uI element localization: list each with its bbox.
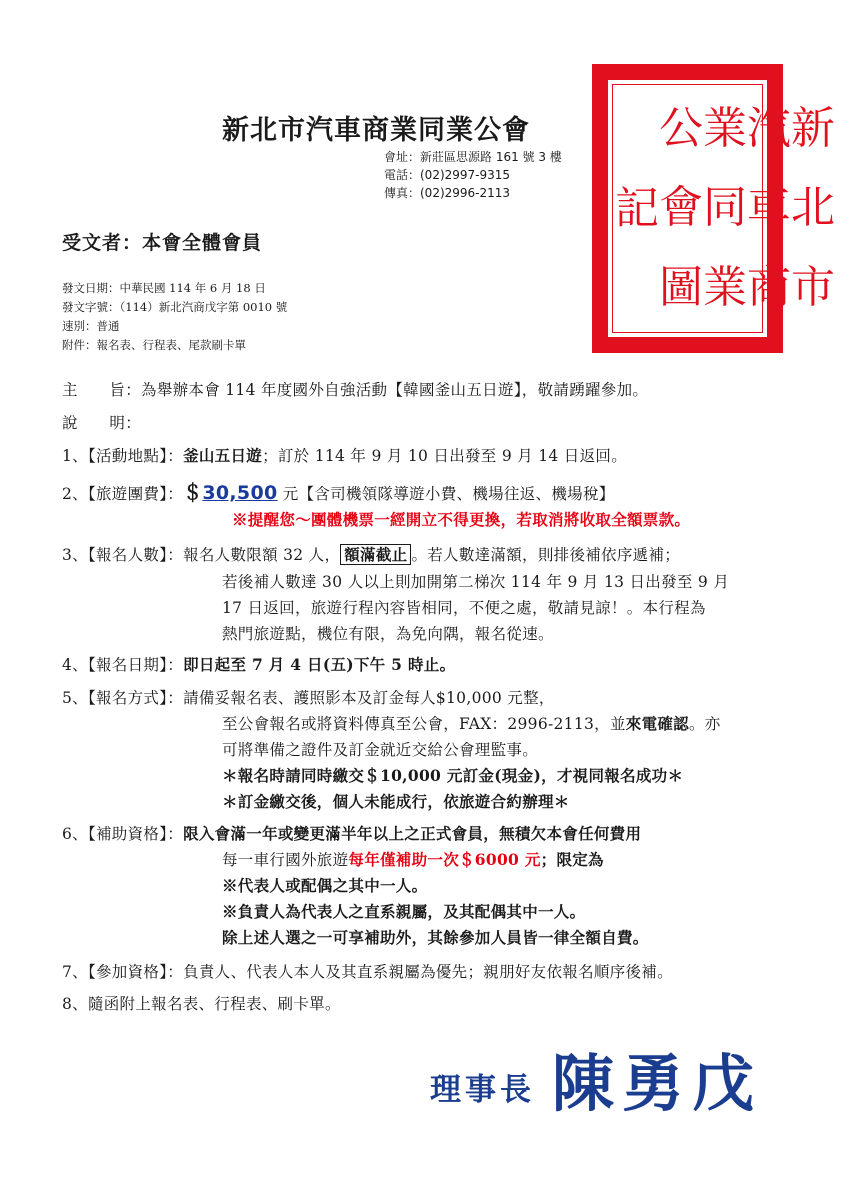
deposit-notice: ＊報名時請同時繳交＄10,000 元訂金(現金)，才視同報名成功＊ xyxy=(222,766,684,785)
item-6-line: ※負責人為代表人之直系親屬，及其配偶其中一人。 xyxy=(222,902,586,921)
signature-title: 理事長 xyxy=(430,1072,535,1108)
item-4 xyxy=(62,653,455,675)
item-label: 3、【報名人數】： xyxy=(62,546,184,564)
item-5-line: 可將準備之證件及訂金就近交給公會理監事。 xyxy=(222,741,539,759)
registration-deadline: 即日起至 7 月 4 日(五)下午 5 時止。 xyxy=(183,655,456,674)
fax: 傳真：(02)2996-2113 xyxy=(384,186,511,200)
doc-number: 發文字號：（114）新北汽商戊字第 0010 號 xyxy=(62,300,288,314)
item-1: 1、【活動地點】：釜山五日遊；訂於 114 年 9 月 10 日出發至 9 月 14 日返回。 xyxy=(62,446,628,465)
cancellation-notice: ＊訂金繳交後，個人未能成行，依旅遊合約辦理＊ xyxy=(222,792,570,811)
item-5: 5、【報名方式】：請備妥報名表、護照影本及訂金每人$10,000 元整， xyxy=(62,689,555,707)
subject xyxy=(62,378,648,400)
subject-text: 為舉辦本會 114 年度國外自強活動【韓國釜山五日遊】，敬請踴躍參加。 xyxy=(141,381,649,399)
speed: 速別：普通 xyxy=(62,319,120,333)
ticket-warning: ※提醒您～團體機票一經開立不得更換，若取消將收取全額票款。 xyxy=(232,510,691,529)
seal-column: 記 xyxy=(615,182,659,234)
subsidy-amount: 每年僅補助一次＄6000 元 xyxy=(348,850,541,869)
item-label: 5、【報名方式】： xyxy=(62,689,184,707)
seal-column: 新 北 市 xyxy=(791,102,835,314)
item-6-line: 除上述人選之一可享補助外，其餘參加人員皆一律全額自費。 xyxy=(222,928,649,947)
seal-column: 汽 車 商 xyxy=(747,102,791,314)
seal-column: 公 會 圖 xyxy=(659,102,703,314)
item-6-line: ※代表人或配偶之其中一人。 xyxy=(222,876,428,895)
item-3-line: 若後補人數達 30 人以上則加開第二梯次 114 年 9 月 13 日出發至 9 月 xyxy=(222,573,730,591)
item-label: 6、【補助資格】： xyxy=(62,825,184,843)
currency-sign: ＄ xyxy=(183,482,203,504)
item-2: 2、【旅遊團費】：＄30,500 元【含司機領隊導遊小費、機場往返、機場稅】 xyxy=(62,482,615,504)
item-label: 2、【旅遊團費】： xyxy=(62,485,184,503)
destination: 釜山五日遊 xyxy=(183,446,263,465)
attachments: 附件：報名表、行程表、尾款刷卡單 xyxy=(62,338,246,352)
subject-label: 主 旨： xyxy=(62,381,142,399)
tour-fee: 30,500 xyxy=(202,482,278,504)
phone: 電話：(02)2997-9315 xyxy=(384,168,511,182)
item-6: 6、【補助資格】：限入會滿一年或變更滿半年以上之正式會員，無積欠本會任何費用 xyxy=(62,824,642,843)
item-3-line: 熱門旅遊點，機位有限，為免向隅，報名從速。 xyxy=(222,625,554,643)
item-3-line: 17 日返回，旅遊行程內容皆相同，不便之處，敬請見諒！。本行程為 xyxy=(222,599,706,617)
signature-name: 陳勇戊 xyxy=(552,1047,763,1120)
item-5-line: 至公會報名或將資料傳真至公會，FAX：2996-2113，並來電確認。亦 xyxy=(222,714,721,733)
org-name: 新北市汽車商業同業公會 xyxy=(222,115,530,146)
item-6-line: 每一車行國外旅遊每年僅補助一次＄6000 元；限定為 xyxy=(222,850,604,869)
item-7: 7、【參加資格】：負責人、代表人本人及其直系親屬為優先；親朋好友依報名順序後補。 xyxy=(62,963,673,981)
item-label: 1、【活動地點】： xyxy=(62,447,184,465)
recipient: 受文者：本會全體會員 xyxy=(62,232,263,254)
explain-label: 說 明： xyxy=(62,414,142,432)
full-capacity-notice: 額滿截止 xyxy=(340,544,411,565)
item-label: 4、【報名日期】： xyxy=(62,656,184,674)
issue-date: 發文日期：中華民國 114 年 6 月 18 日 xyxy=(62,281,266,295)
address: 會址：新莊區思源路 161 號 3 樓 xyxy=(384,150,562,164)
item-8: 8、隨函附上報名表、行程表、刷卡單。 xyxy=(62,995,341,1013)
official-seal xyxy=(592,64,835,353)
item-label: 7、【參加資格】： xyxy=(62,963,184,981)
item-3: 3、【報名人數】：報名人數限額 32 人， 額滿截止 。若人數達滿額，則排後補依序遞補； xyxy=(62,545,681,564)
seal-column: 業 同 業 xyxy=(703,102,747,314)
